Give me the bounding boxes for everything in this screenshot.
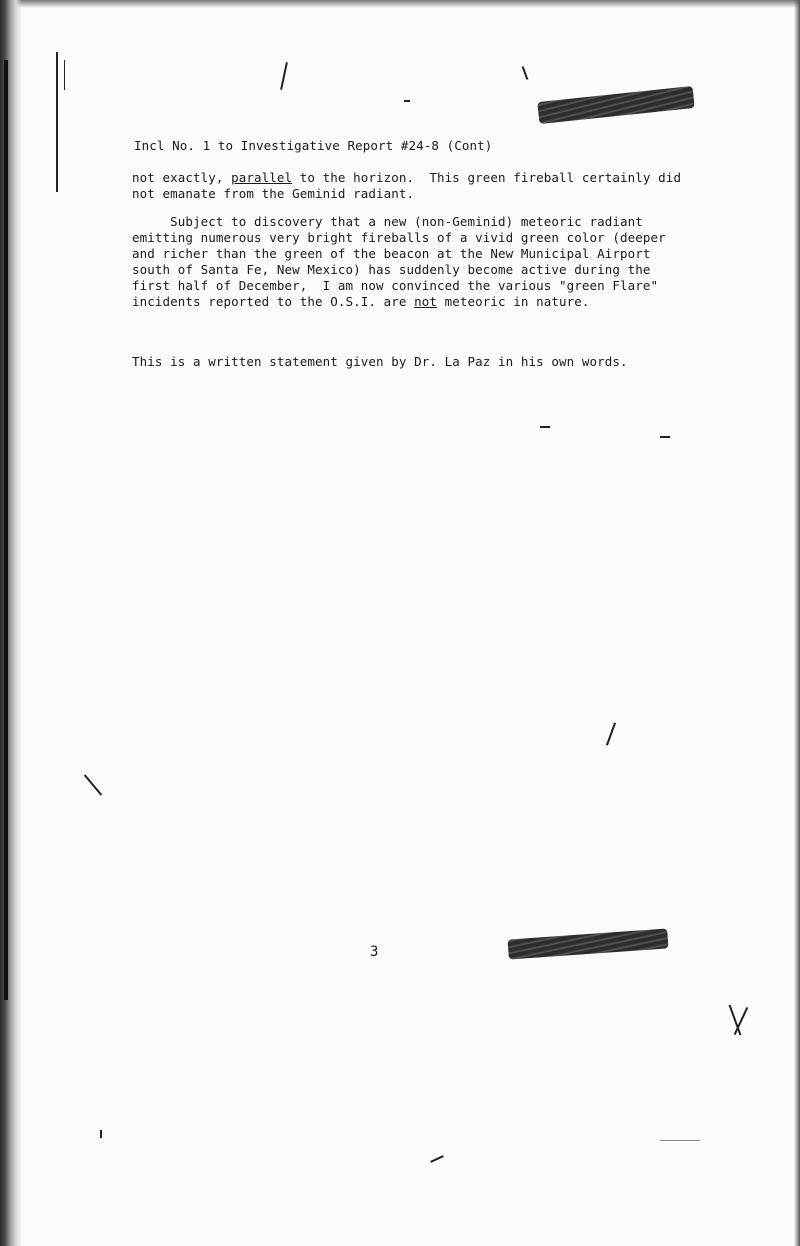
paragraph-2-line-6 [132, 294, 590, 310]
paragraph-1-line-2: not emanate from the Geminid radiant. [132, 186, 415, 201]
text-segment: not exactly, [132, 170, 232, 185]
paragraph-1-line-1 [132, 170, 681, 186]
paragraph-2-line-5: first half of December, I am now convinced the various "green Flare" [132, 278, 659, 293]
scan-top-edge [0, 0, 800, 8]
scan-left-stripe [4, 60, 8, 1000]
scan-mark [100, 1130, 102, 1138]
text-segment: meteoric in nature. [437, 294, 590, 309]
scan-mark [56, 52, 58, 192]
scan-mark [404, 100, 410, 102]
scan-mark [84, 774, 102, 795]
scan-mark [522, 66, 529, 80]
text-segment: to the horizon. This green fireball certainly did [292, 170, 682, 185]
document-header: Incl No. 1 to Investigative Report #24-8 (Cont) [134, 138, 493, 153]
paragraph-2-line-1: Subject to discovery that a new (non-Geminid) meteoric radiant [132, 214, 643, 229]
scan-mark [64, 60, 65, 90]
paragraph-2-line-2: emitting numerous very bright fireballs of a vivid green color (deeper [132, 230, 666, 245]
text-segment: incidents reported to the O.S.I. are [132, 294, 415, 309]
classification-stamp-top [537, 86, 694, 124]
scan-mark [660, 436, 670, 438]
classification-stamp-bottom [507, 928, 668, 959]
scan-right-edge [794, 0, 800, 1246]
paragraph-2-line-4: south of Santa Fe, New Mexico) has suddenly become active during the [132, 262, 651, 277]
scan-mark [540, 426, 550, 428]
statement-line: This is a written statement given by Dr. La Paz in his own words. [132, 354, 628, 369]
underlined-word: not [414, 294, 438, 309]
scan-mark [280, 62, 288, 90]
scan-mark [606, 722, 616, 745]
paragraph-2-line-3: and richer than the green of the beacon at the New Municipal Airport [132, 246, 651, 261]
scan-mark [430, 1155, 444, 1163]
underlined-word: parallel [231, 170, 293, 185]
scan-mark [660, 1140, 700, 1141]
page-number: 3 [370, 944, 379, 960]
